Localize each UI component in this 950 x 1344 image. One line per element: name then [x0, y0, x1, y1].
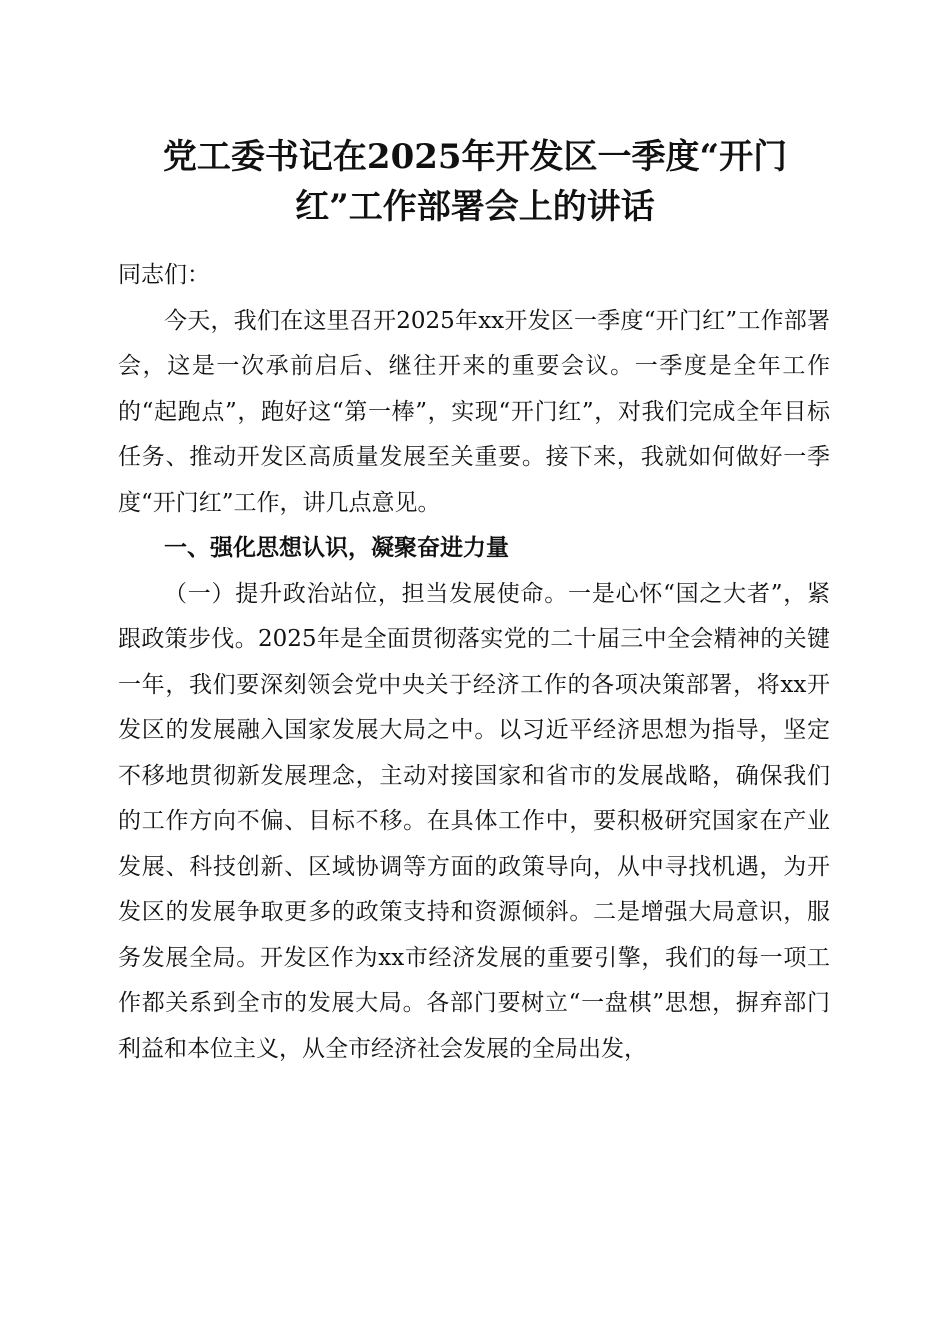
salutation: 同志们：	[118, 262, 210, 288]
document-body	[118, 253, 830, 1072]
intro-paragraph: 今天，我们在这里召开2025年xx开发区一季度“开门红”工作部署会，这是一次承前启后、继往开来的重要会议。一季度是全年工作的“起跑点”，跑好这“第一棒”，实现“开门红”，对我们完成全年目标任务、推动开发区高质量发展至关重要。接下来，我就如何做好一季度“开门红”工作，讲几点意见。	[118, 307, 830, 516]
document-title	[100, 132, 850, 232]
title-line-2: 红”工作部署会上的讲话	[295, 187, 655, 227]
subsection-text-1: 一是心怀“国之大者”，紧跟政策步伐。2025年是全面贯彻落实党的二十届三中全会精神的关键一年，我们要深刻领会党中央关于经济工作的各项决策部署，将xx开发区的发展融入国家发展大局之中。以习近平经济思想为指导，坚定不移地贯彻新发展理念，主动对接国家和省市的发展战略，确保我们的工作方向不偏、目标不移。在具体工作中，要积极研究国家在产业发展、科技创新、区域协调等方面的政策导向，从中寻找机遇，为开发区的发展争取更多的政策支持和资源倾斜。二是增强大局意识，服务发展全局。开发区作为xx市经济发展的重要引擎，我们的每一项工作都关系到全市的发展大局。各部门要树立“一盘棋”思想，摒弃部门利益和本位主义，从全市经济社会发展的全局出发，	[118, 580, 830, 1062]
subsection-heading-1: （一）提升政治站位，担当发展使命。	[164, 580, 569, 607]
title-line-1: 党工委书记在2025年开发区一季度“开门	[162, 137, 788, 177]
section-heading-1: 一、强化思想认识，凝聚奋进力量	[164, 535, 509, 561]
subsection-paragraph-1	[118, 572, 830, 1073]
